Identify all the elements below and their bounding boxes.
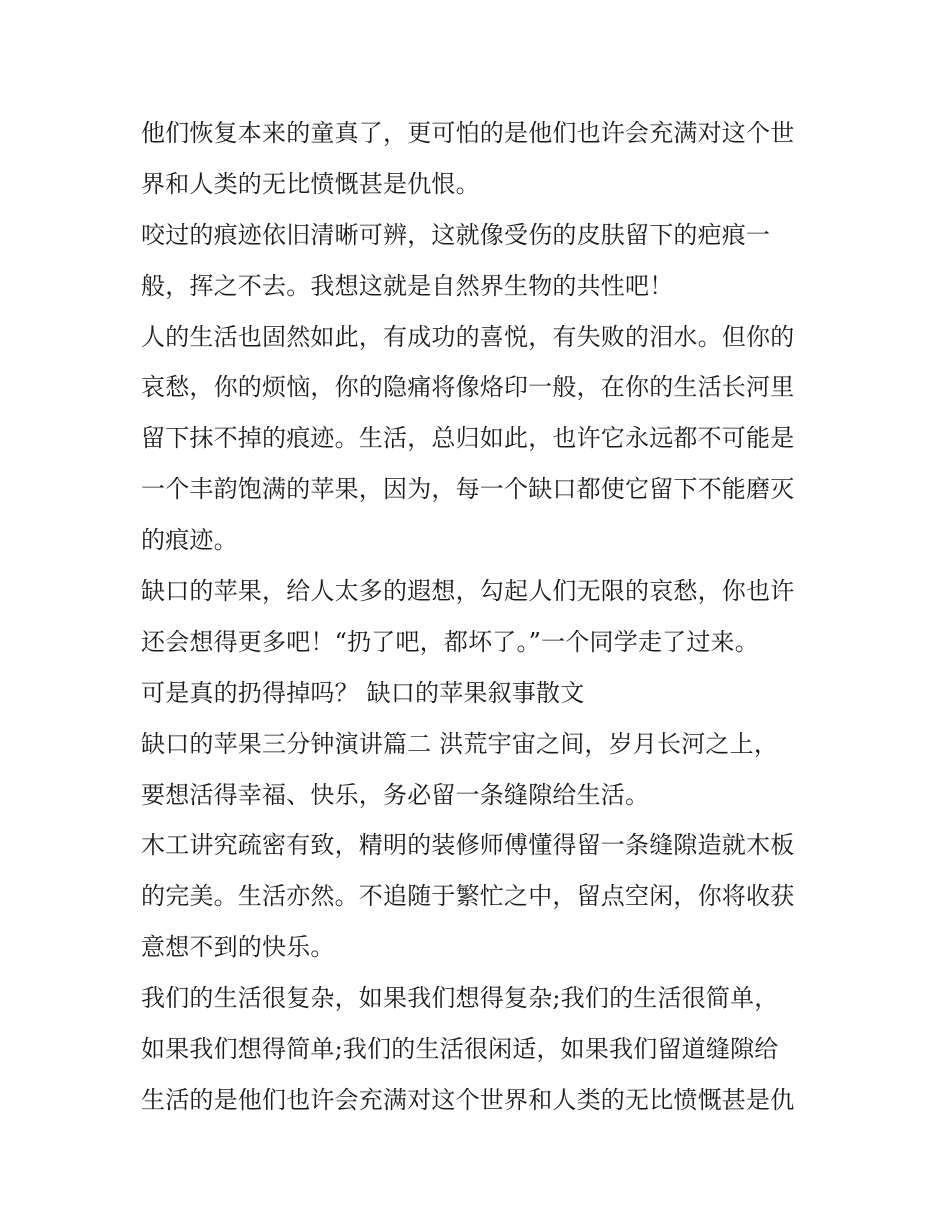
text-line: 咬过的痕迹依旧清晰可辨，这就像受伤的皮肤留下的疤痕一 (141, 220, 771, 249)
text-line: 意想不到的快乐。 (141, 933, 335, 962)
text-line: 缺口的苹果三分钟演讲篇二 洪荒宇宙之间，岁月长河之上， (141, 729, 779, 758)
text-line: 的完美。生活亦然。不追随于繁忙之中，留点空闲，你将收获 (141, 882, 795, 911)
text-line: 如果我们想得简单;我们的生活很闲适，如果我们留道缝隙给 (141, 1035, 779, 1064)
text-line: 人的生活也固然如此，有成功的喜悦，有失败的泪水。但你的 (141, 322, 795, 351)
text-line: 一个丰韵饱满的苹果，因为，每一个缺口都使它留下不能磨灭 (141, 475, 795, 504)
text-line: 的痕迹。 (141, 526, 238, 555)
text-line: 界和人类的无比愤慨甚是仇恨。 (141, 169, 480, 198)
text-line: 生活的是他们也许会充满对这个世界和人类的无比愤慨甚是仇 (141, 1085, 795, 1114)
text-line: 木工讲究疏密有致，精明的装修师傅懂得留一条缝隙造就木板 (141, 831, 795, 860)
text-line: 要想活得幸福、快乐，务必留一条缝隙给生活。 (141, 780, 650, 809)
text-line: 他们恢复本来的童真了，更可怕的是他们也许会充满对这个世 (141, 119, 795, 147)
text-line: 缺口的苹果，给人太多的遐想，勾起人们无限的哀愁，你也许 (141, 577, 795, 606)
text-line: 留下抹不掉的痕迹。生活，总归如此，也许它永远都不可能是 (141, 424, 795, 453)
text-line: 还会想得更多吧！“扔了吧，都坏了。”一个同学走了过来。 (141, 627, 759, 656)
text-line: 可是真的扔得掉吗？ 缺口的苹果叙事散文 (141, 678, 585, 707)
document-body (141, 108, 821, 1126)
text-line: 般，挥之不去。我想这就是自然界生物的共性吧！ (141, 271, 674, 300)
text-line: 我们的生活很复杂，如果我们想得复杂;我们的生活很简单， (141, 984, 779, 1013)
text-line: 哀愁，你的烦恼，你的隐痛将像烙印一般，在你的生活长河里 (141, 373, 795, 402)
